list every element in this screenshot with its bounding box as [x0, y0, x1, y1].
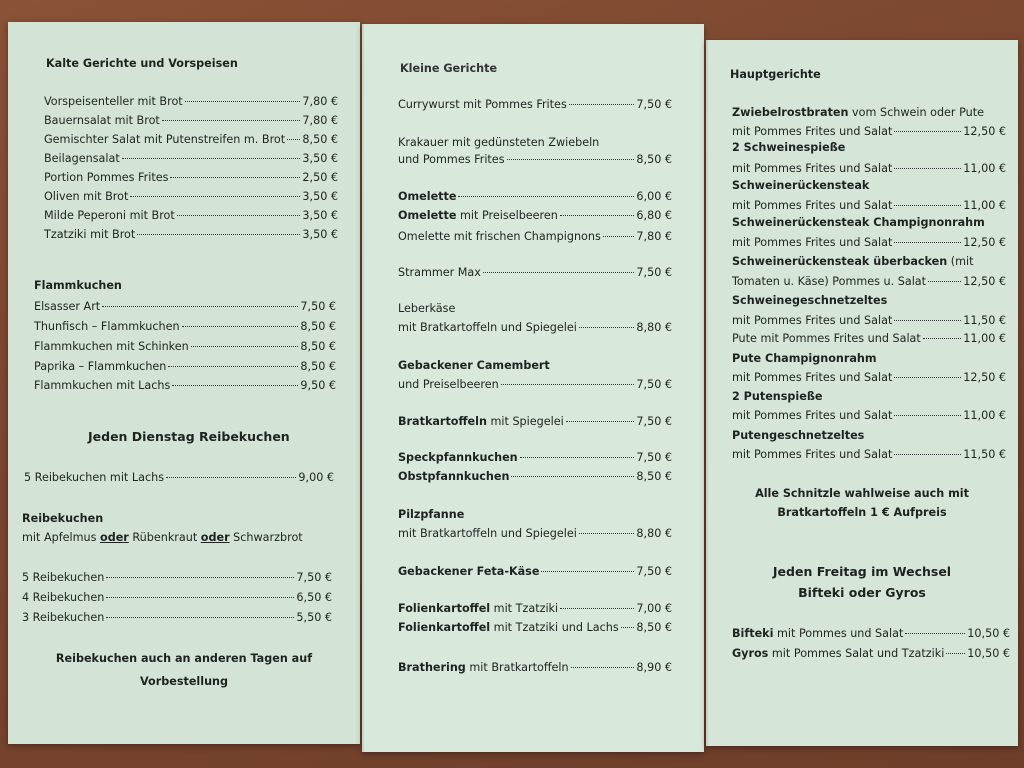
item-price: 7,80 €: [302, 95, 338, 108]
schnitzel-note-line1: Alle Schnitzle wahlweise auch mit: [755, 487, 969, 500]
menu-panel-right: [706, 40, 1018, 746]
menu-item: [44, 228, 338, 242]
item-name: Krakauer mit gedünsteten Zwiebeln: [398, 136, 600, 149]
item-name: Thunfisch – Flammkuchen: [34, 320, 180, 333]
item-price: 7,50 €: [636, 378, 672, 391]
item-price: 10,50 €: [967, 647, 1010, 660]
item-name: mit Pommes Frites und Salat: [732, 409, 893, 422]
item-name: 3 Reibekuchen: [22, 611, 105, 624]
menu-item: [732, 216, 1006, 230]
menu-item: [34, 320, 336, 334]
item-price: 12,50 €: [963, 125, 1006, 138]
menu-item: [398, 190, 672, 204]
item-price: 8,80 €: [636, 321, 672, 334]
menu-item: [398, 470, 672, 484]
item-name: mit Pommes Frites und Salat: [732, 162, 893, 175]
section-title-kalte-gerichte: Kalte Gerichte und Vorspeisen: [46, 57, 238, 70]
item-name: Milde Peperoni mit Brot: [44, 209, 175, 222]
freitag-title-line2: Bifteki oder Gyros: [798, 585, 926, 600]
menu-item: [398, 230, 672, 244]
item-name-bold: Omelette: [398, 209, 457, 222]
item-name: mit Pommes und Salat: [773, 627, 904, 640]
item-name: Elsasser Art: [34, 300, 101, 313]
item-price: 8,50 €: [636, 470, 672, 483]
item-name-bold: Omelette: [398, 190, 457, 203]
menu-item: [398, 98, 672, 112]
reibekuchen-note-line2: Vorbestellung: [139, 675, 229, 688]
menu-item: [732, 236, 1006, 250]
freitag-title-line1: Jeden Freitag im Wechsel: [772, 564, 952, 579]
menu-item: [732, 627, 1010, 641]
item-name: mit Pommes Frites und Salat: [732, 125, 893, 138]
item-name: mit Bratkartoffeln: [465, 661, 569, 674]
item-price: 6,50 €: [296, 591, 332, 604]
item-name: mit Spiegelei: [486, 415, 564, 428]
menu-item: [732, 332, 1006, 346]
item-price: 9,00 €: [298, 471, 334, 484]
menu-item: [732, 275, 1006, 289]
menu-item: [398, 378, 672, 392]
menu-item: [732, 352, 1006, 366]
menu-item: [44, 171, 338, 185]
menu-item: [398, 508, 672, 522]
item-name-bold: Pilzpfanne: [398, 508, 465, 521]
item-name-bold: Schweinerückensteak Champignonrahm: [732, 216, 985, 229]
item-price: 2,50 €: [302, 171, 338, 184]
menu-item: [398, 302, 672, 316]
menu-item: [398, 266, 672, 280]
item-price: 10,50 €: [967, 627, 1010, 640]
item-name: Oliven mit Brot: [44, 190, 129, 203]
item-name: Gemischter Salat mit Putenstreifen m. Brot: [44, 133, 286, 146]
item-price: 9,50 €: [300, 379, 336, 392]
item-name-bold: Bifteki: [732, 627, 774, 640]
reibe-sub-a: mit Apfelmus: [22, 531, 101, 544]
menu-item: [44, 95, 338, 109]
menu-item: [732, 448, 1006, 462]
item-price: 3,50 €: [302, 190, 338, 203]
reibekuchen-note-line1: Reibekuchen auch an anderen Tagen auf: [55, 652, 313, 665]
item-price: 12,50 €: [963, 275, 1006, 288]
item-price: 11,00 €: [963, 199, 1006, 212]
item-name: und Preiselbeeren: [398, 378, 499, 391]
menu-item: [732, 125, 1006, 139]
menu-item: [398, 451, 672, 465]
item-name: (mit: [947, 255, 974, 268]
item-name: Paprika – Flammkuchen: [34, 360, 167, 373]
menu-item: [398, 153, 672, 167]
menu-item: [732, 199, 1006, 213]
menu-item: [398, 209, 672, 223]
item-name-bold: Zwiebelrostbraten: [732, 106, 849, 119]
menu-item: [732, 179, 1006, 193]
item-name: mit Pommes Frites und Salat: [732, 448, 893, 461]
item-name: 5 Reibekuchen: [22, 571, 105, 584]
item-name: Tzatziki mit Brot: [44, 228, 136, 241]
reibe-oder-1: oder: [100, 531, 129, 544]
item-name: Beilagensalat: [44, 152, 120, 165]
menu-item: [732, 314, 1006, 328]
menu-item: [22, 611, 332, 625]
item-price: 8,50 €: [300, 340, 336, 353]
menu-panel-left: [8, 22, 360, 744]
fold-line: [706, 40, 708, 746]
item-name: mit Bratkartoffeln und Spiegelei: [398, 321, 577, 334]
menu-item: [398, 565, 672, 579]
menu-item: [44, 190, 338, 204]
fold-line: [362, 24, 364, 752]
item-name-bold: Gebackener Camembert: [398, 359, 550, 372]
item-price: 7,00 €: [636, 602, 672, 615]
item-price: 11,00 €: [963, 409, 1006, 422]
menu-item: [34, 340, 336, 354]
item-price: 8,80 €: [636, 527, 672, 540]
menu-item: [732, 390, 1006, 404]
item-price: 11,00 €: [963, 332, 1006, 345]
item-price: 7,80 €: [636, 230, 672, 243]
item-name-bold: Schweinerückensteak überbacken: [732, 255, 948, 268]
item-name-bold: Obstpfannkuchen: [398, 470, 510, 483]
item-price: 7,50 €: [296, 571, 332, 584]
item-name: Vorspeisenteller mit Brot: [44, 95, 183, 108]
schnitzel-note-line2: Bratkartoffeln 1 € Aufpreis: [777, 506, 947, 519]
item-price: 7,50 €: [636, 565, 672, 578]
menu-item: [732, 409, 1006, 423]
section-title-flammkuchen: Flammkuchen: [34, 279, 122, 292]
item-name: Bauernsalat mit Brot: [44, 114, 160, 127]
menu-item: [732, 162, 1006, 176]
item-price: 6,80 €: [636, 209, 672, 222]
item-name-bold: 2 Schweinespieße: [732, 141, 846, 154]
section-title-reibekuchen: Reibekuchen: [22, 512, 104, 525]
item-name: Omelette mit frischen Champignons: [398, 230, 601, 243]
menu-item: [44, 133, 338, 147]
item-name-bold: Schweinegeschnetzeltes: [732, 294, 888, 307]
menu-item: [732, 255, 1006, 269]
item-name: mit Tzatziki: [490, 602, 559, 615]
menu-item: [398, 136, 672, 150]
menu-item: [44, 209, 338, 223]
item-name: Portion Pommes Frites: [44, 171, 169, 184]
menu-item: [44, 114, 338, 128]
item-price: 8,50 €: [300, 320, 336, 333]
menu-item: [398, 621, 672, 635]
item-price: 8,50 €: [302, 133, 338, 146]
item-name: mit Pommes Salat und Tzatziki: [768, 647, 945, 660]
item-name: 5 Reibekuchen mit Lachs: [24, 471, 165, 484]
menu-item: [398, 359, 672, 373]
item-price: 8,50 €: [300, 360, 336, 373]
menu-item-reibekuchen-lachs: [24, 471, 334, 485]
item-name: mit Bratkartoffeln und Spiegelei: [398, 527, 577, 540]
menu-item: [34, 300, 336, 314]
item-name: Currywurst mit Pommes Frites: [398, 98, 567, 111]
item-name-bold: Folienkartoffel: [398, 621, 491, 634]
item-name: mit Tzatziki und Lachs: [490, 621, 619, 634]
item-name: mit Pommes Frites und Salat: [732, 371, 893, 384]
menu-item: [398, 321, 672, 335]
item-name: mit Pommes Frites und Salat: [732, 314, 893, 327]
menu-item: [732, 371, 1006, 385]
menu-item: [732, 106, 1006, 120]
item-name: Flammkuchen mit Schinken: [34, 340, 189, 353]
item-name-bold: Folienkartoffel: [398, 602, 491, 615]
menu-item: [732, 294, 1006, 308]
item-name: Pute mit Pommes Frites und Salat: [732, 332, 921, 345]
menu-panel-middle: [362, 24, 704, 752]
menu-item: [22, 571, 332, 585]
item-name: Flammkuchen mit Lachs: [34, 379, 171, 392]
item-name: mit Pommes Frites und Salat: [732, 236, 893, 249]
item-name: Leberkäse: [398, 302, 456, 315]
item-price: 8,90 €: [636, 661, 672, 674]
item-price: 11,50 €: [963, 448, 1006, 461]
menu-item: [398, 602, 672, 616]
section-title-dienstag: Jeden Dienstag Reibekuchen: [88, 429, 290, 444]
menu-item: [398, 415, 672, 429]
item-name-bold: 2 Putenspieße: [732, 390, 823, 403]
item-name: vom Schwein oder Pute: [848, 106, 985, 119]
menu-item: [732, 429, 1006, 443]
item-name: mit Preiselbeeren: [456, 209, 558, 222]
menu-item: [398, 661, 672, 675]
menu-item: [398, 527, 672, 541]
item-name: Strammer Max: [398, 266, 481, 279]
reibe-sub-c: Schwarzbrot: [229, 531, 303, 544]
item-price: 8,50 €: [636, 153, 672, 166]
item-name-bold: Bratkartoffeln: [398, 415, 487, 428]
section-title-kleine-gerichte: Kleine Gerichte: [400, 62, 498, 75]
item-price: 7,50 €: [636, 266, 672, 279]
reibekuchen-subtitle: [22, 531, 303, 545]
menu-item: [22, 591, 332, 605]
menu-item: [732, 647, 1010, 661]
item-price: 12,50 €: [963, 236, 1006, 249]
item-name-bold: Gebackener Feta-Käse: [398, 565, 540, 578]
item-price: 3,50 €: [302, 152, 338, 165]
item-name: 4 Reibekuchen: [22, 591, 105, 604]
item-name-bold: Gyros: [732, 647, 769, 660]
section-title-hauptgerichte: Hauptgerichte: [730, 68, 821, 81]
item-price: 3,50 €: [302, 228, 338, 241]
item-name-bold: Putengeschnetzeltes: [732, 429, 865, 442]
item-price: 11,50 €: [963, 314, 1006, 327]
item-name-bold: Brathering: [398, 661, 466, 674]
menu-item: [732, 141, 1006, 155]
reibe-oder-2: oder: [200, 531, 230, 544]
menu-item: [44, 152, 338, 166]
item-name: Tomaten u. Käse) Pommes u. Salat: [732, 275, 927, 288]
item-name: und Pommes Frites: [398, 153, 505, 166]
menu-item: [34, 379, 336, 393]
item-name-bold: Pute Champignonrahm: [732, 352, 877, 365]
item-price: 8,50 €: [636, 621, 672, 634]
item-price: 5,50 €: [296, 611, 332, 624]
item-price: 7,50 €: [636, 451, 672, 464]
menu-item: [34, 360, 336, 374]
item-price: 7,80 €: [302, 114, 338, 127]
item-price: 7,50 €: [300, 300, 336, 313]
item-price: 7,50 €: [636, 415, 672, 428]
reibe-sub-b: Rübenkraut: [128, 531, 201, 544]
item-price: 6,00 €: [636, 190, 672, 203]
item-name-bold: Schweinerückensteak: [732, 179, 870, 192]
item-price: 3,50 €: [302, 209, 338, 222]
item-price: 11,00 €: [963, 162, 1006, 175]
item-price: 7,50 €: [636, 98, 672, 111]
item-name: mit Pommes Frites und Salat: [732, 199, 893, 212]
item-name-bold: Speckpfannkuchen: [398, 451, 518, 464]
item-price: 12,50 €: [963, 371, 1006, 384]
